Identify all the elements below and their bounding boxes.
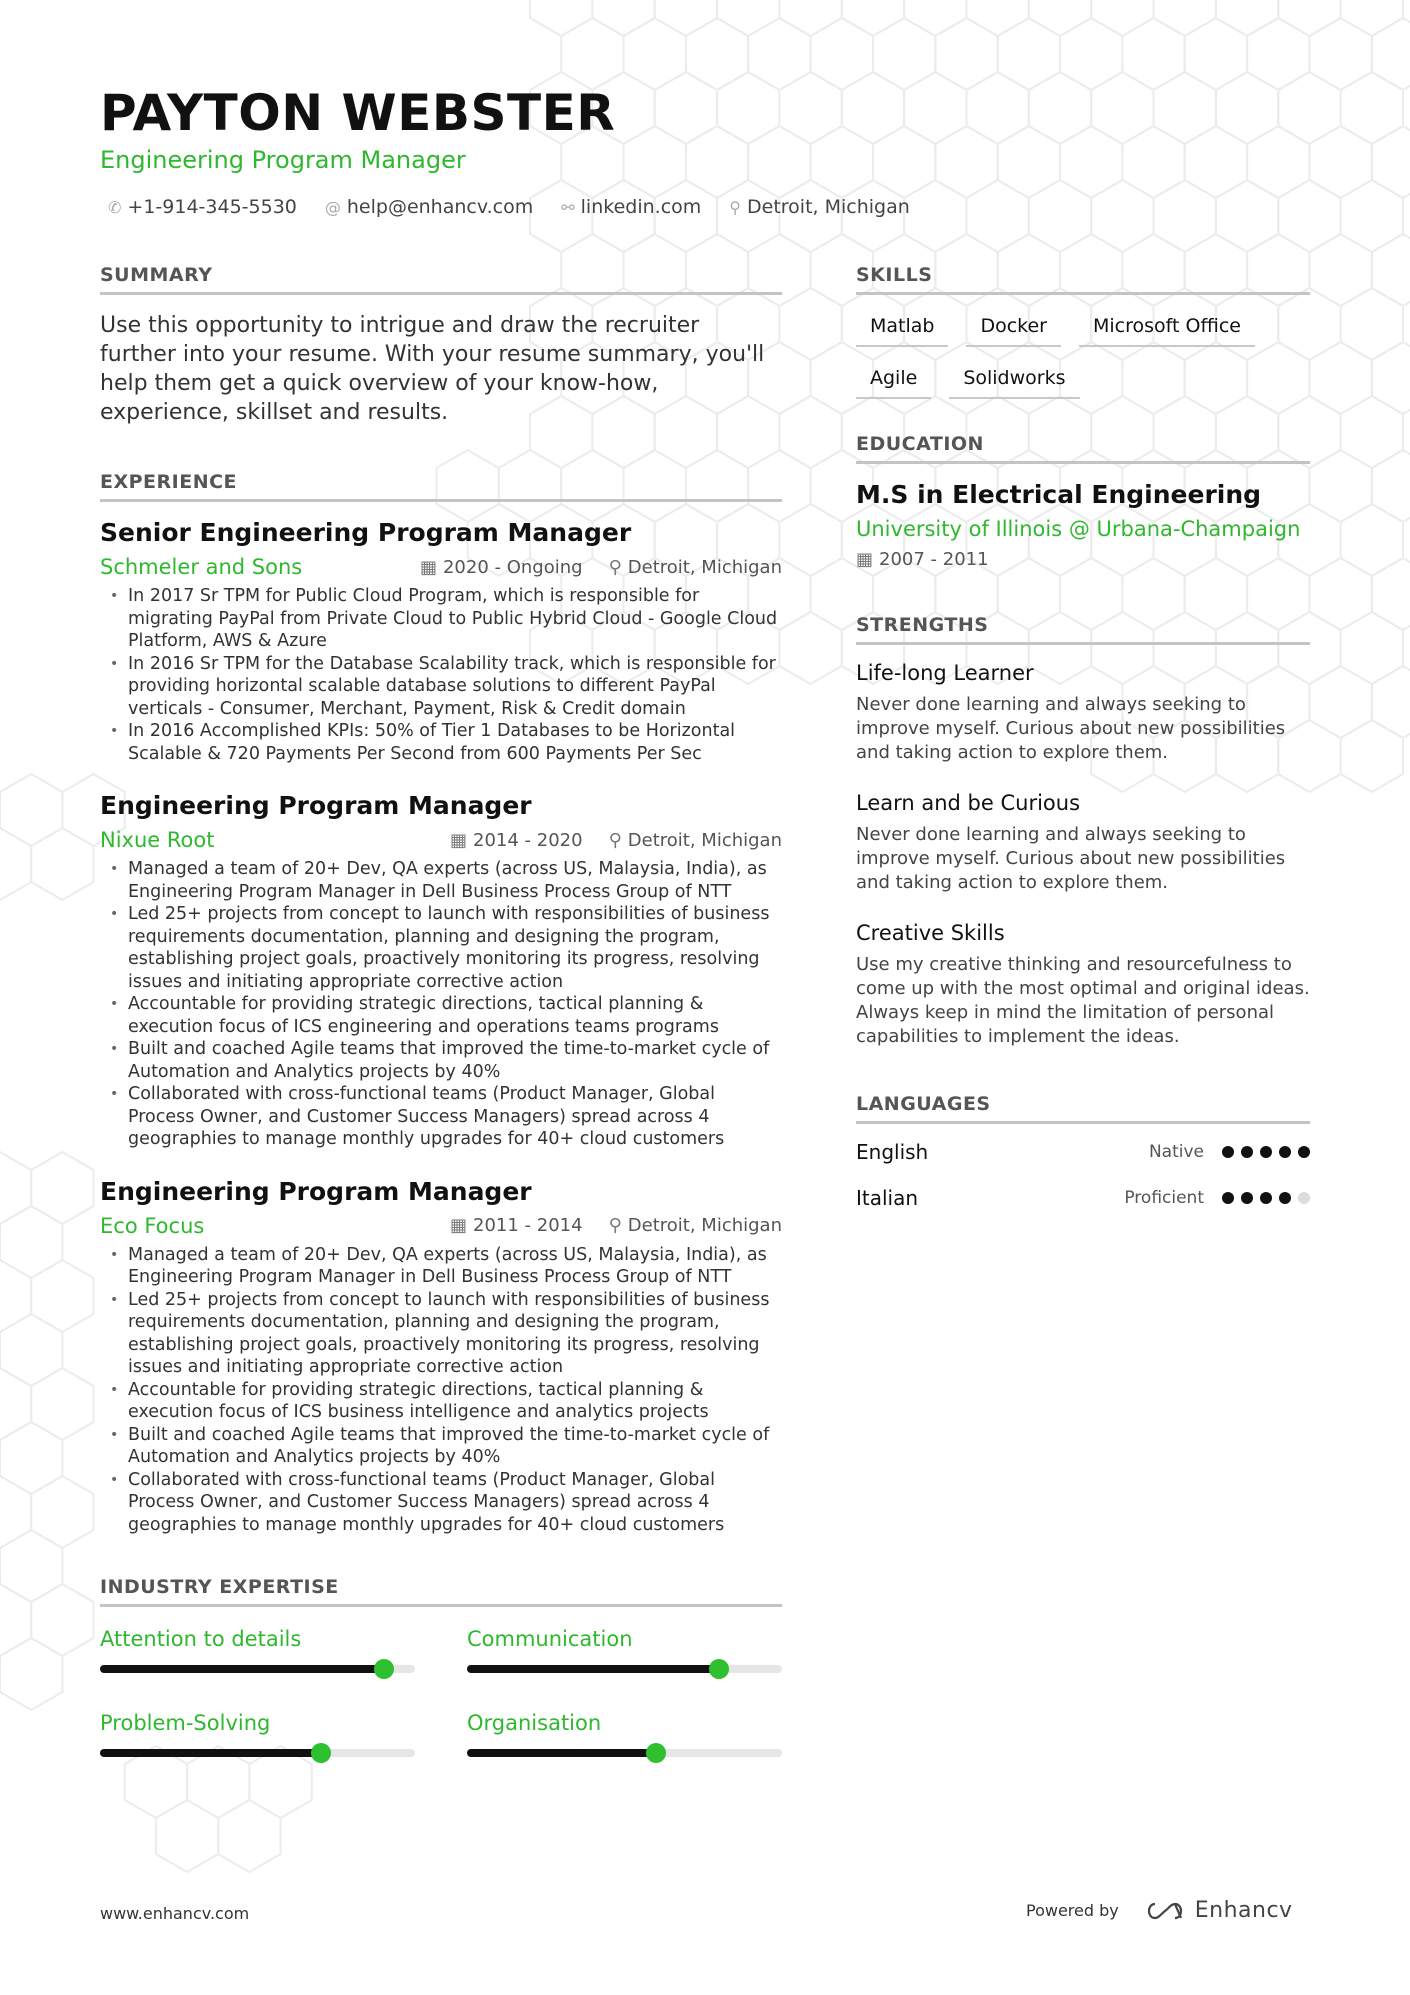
language-dot-filled — [1279, 1192, 1291, 1204]
language-dot-filled — [1241, 1192, 1253, 1204]
job-title: Senior Engineering Program Manager — [100, 518, 632, 547]
expertise-item — [100, 1711, 415, 1757]
link-icon: ⚯ — [561, 197, 575, 217]
location-icon: ⚲ — [729, 197, 741, 217]
job-dates: 2011 - 2014 — [473, 1215, 583, 1236]
at-icon: @ — [324, 197, 341, 217]
skills-heading: SKILLS — [856, 264, 1310, 295]
job-bullet: • In 2016 Accomplished KPIs: 50% of Tier 1 Databases to be Horizontal Scalable & 720 Payments Per Second from 600 Payments Per Sec — [100, 720, 782, 765]
language-dot-filled — [1241, 1146, 1253, 1158]
education-dates: 2007 - 2011 — [879, 549, 989, 570]
language-dot-filled — [1260, 1146, 1272, 1158]
expertise-bar — [467, 1749, 782, 1757]
expertise-item — [467, 1711, 782, 1757]
job-bullet: • In 2016 Sr TPM for the Database Scalability track, which is responsible for providing horizontal scalable database solutions to different PayPal verticals - Consumer, Merchant, Payment, Risk & Credit domain — [100, 653, 782, 721]
calendar-icon: ▦ — [856, 549, 874, 570]
job-bullet: • In 2017 Sr TPM for Public Cloud Program, which is responsible for migrating PayPal from Private Cloud to Public Hybrid Cloud - Google Cloud Platform, AWS & Azure — [100, 585, 782, 653]
language-dots — [1222, 1146, 1310, 1158]
job-location: Detroit, Michigan — [627, 1215, 782, 1236]
contact-email[interactable] — [325, 196, 533, 218]
enhancv-logo[interactable] — [1143, 1898, 1293, 1923]
right-column — [856, 264, 1310, 1232]
strengths-heading: STRENGTHS — [856, 614, 1310, 645]
job-bullet: • Led 25+ projects from concept to launch with responsibilities of business requirements documentation, planning and designing the program, establishing project goals, proactively monitoring its progress, resolving issues and initiating appropriate corrective action — [100, 903, 782, 993]
expertise-bar — [100, 1749, 415, 1757]
footer-website[interactable]: www.enhancv.com — [100, 1904, 250, 1923]
contact-linkedin-text: linkedin.com — [580, 196, 702, 218]
job-entry — [100, 518, 782, 765]
summary-text: Use this opportunity to intrigue and draw the recruiter further into your resume. With your resume summary, you'll help them get a quick overview of your know-how, experience, skillset and results. — [100, 313, 765, 425]
expertise-bar-knob — [646, 1743, 666, 1763]
contact-location-text: Detroit, Michigan — [747, 196, 910, 218]
job-bullet: • Accountable for providing strategic directions, tactical planning & execution focus of ICS business intelligence and analytics projects — [100, 1379, 782, 1424]
job-bullet: • Managed a team of 20+ Dev, QA experts (across US, Malaysia, India), as Engineering Program Manager in Dell Business Process Group of NTT — [100, 1244, 782, 1289]
enhancv-logo-icon — [1143, 1900, 1187, 1922]
language-level: Proficient — [1124, 1188, 1204, 1208]
job-entry — [100, 791, 782, 1151]
contact-phone-text: +1-914-345-5530 — [127, 196, 297, 218]
strength-text: Never done learning and always seeking to improve myself. Curious about new possibilities and taking action to explore them. — [856, 694, 1286, 763]
expertise-bar-fill — [467, 1749, 656, 1757]
candidate-title: Engineering Program Manager — [100, 146, 466, 174]
language-name: Italian — [856, 1186, 919, 1210]
job-entry — [100, 1177, 782, 1537]
skill-tag: Solidworks — [949, 363, 1079, 399]
job-dates: 2014 - 2020 — [473, 829, 583, 851]
expertise-bar-knob — [311, 1743, 331, 1763]
expertise-name: Problem-Solving — [100, 1711, 271, 1735]
job-dates: 2020 - Ongoing — [442, 556, 583, 578]
strength-item — [856, 791, 1310, 895]
language-dot-empty — [1298, 1192, 1310, 1204]
industry-expertise-heading: INDUSTRY EXPERTISE — [100, 1576, 782, 1607]
skills-list — [856, 311, 1310, 399]
expertise-name: Attention to details — [100, 1627, 302, 1651]
contact-location — [729, 196, 910, 218]
calendar-icon: ▦ — [419, 556, 437, 578]
expertise-item — [100, 1627, 415, 1673]
language-level: Native — [1148, 1142, 1204, 1162]
expertise-bar-fill — [467, 1665, 719, 1673]
experience-heading: EXPERIENCE — [100, 471, 782, 502]
job-location: Detroit, Michigan — [627, 829, 782, 851]
job-bullets — [100, 858, 782, 1151]
job-bullet: • Built and coached Agile teams that improved the time-to-market cycle of Automation and Analytics projects by 40% — [100, 1424, 782, 1469]
job-title: Engineering Program Manager — [100, 1176, 532, 1206]
language-dot-filled — [1298, 1146, 1310, 1158]
language-row — [856, 1140, 1310, 1164]
powered-by-label: Powered by — [1026, 1901, 1119, 1920]
strength-item — [856, 661, 1310, 765]
strength-title: Learn and be Curious — [856, 791, 1081, 815]
phone-icon: ✆ — [108, 197, 122, 217]
language-dot-filled — [1222, 1192, 1234, 1204]
expertise-name: Organisation — [467, 1711, 602, 1735]
job-bullet: • Managed a team of 20+ Dev, QA experts (across US, Malaysia, India), as Engineering Program Manager in Dell Business Process Group of NTT — [100, 858, 782, 903]
language-dots — [1222, 1192, 1310, 1204]
left-column — [100, 264, 782, 1757]
expertise-bar-fill — [100, 1665, 384, 1673]
expertise-bar-knob — [709, 1659, 729, 1679]
expertise-item — [467, 1627, 782, 1673]
contact-bar — [108, 196, 910, 218]
contact-linkedin[interactable] — [561, 196, 701, 218]
language-dot-filled — [1279, 1146, 1291, 1158]
company-name: Eco Focus — [100, 1213, 205, 1238]
location-icon: ⚲ — [608, 556, 622, 578]
expertise-grid — [100, 1627, 782, 1757]
expertise-name: Communication — [467, 1627, 633, 1651]
language-dot-filled — [1260, 1192, 1272, 1204]
job-bullets — [100, 585, 782, 765]
education-heading: EDUCATION — [856, 433, 1310, 464]
job-bullet: • Collaborated with cross-functional teams (Product Manager, Global Process Owner, and Customer Success Managers) spread across 4 geographies to manage monthly upgrades for 40+ cloud customers — [100, 1469, 782, 1537]
skill-tag: Matlab — [856, 311, 948, 347]
expertise-bar — [100, 1665, 415, 1673]
contact-phone[interactable] — [108, 196, 297, 218]
languages-heading: LANGUAGES — [856, 1093, 1310, 1124]
strength-item — [856, 921, 1310, 1049]
company-name: Nixue Root — [100, 828, 215, 852]
strength-title: Creative Skills — [856, 921, 1005, 945]
language-dot-filled — [1222, 1146, 1234, 1158]
skill-tag: Agile — [856, 363, 931, 399]
language-name: English — [856, 1140, 929, 1164]
strength-title: Life-long Learner — [856, 661, 1034, 685]
summary-heading: SUMMARY — [100, 264, 782, 295]
language-row — [856, 1186, 1310, 1210]
expertise-bar — [467, 1665, 782, 1673]
calendar-icon: ▦ — [450, 1215, 468, 1236]
education-degree: M.S in Electrical Engineering — [856, 480, 1262, 509]
strength-text: Never done learning and always seeking to improve myself. Curious about new possibilities and taking action to explore them. — [856, 824, 1286, 893]
skill-tag: Docker — [966, 311, 1061, 347]
education-school: University of Illinois @ Urbana-Champaign — [856, 517, 1301, 541]
calendar-icon: ▦ — [450, 829, 468, 851]
location-icon: ⚲ — [608, 829, 622, 851]
job-location: Detroit, Michigan — [627, 556, 782, 578]
expertise-bar-fill — [100, 1749, 321, 1757]
company-name: Schmeler and Sons — [100, 555, 303, 579]
candidate-name: PAYTON WEBSTER — [100, 84, 616, 142]
enhancv-logo-text: Enhancv — [1194, 1898, 1293, 1923]
contact-email-text: help@enhancv.com — [346, 196, 534, 218]
footer-branding — [1026, 1898, 1293, 1923]
location-icon: ⚲ — [608, 1215, 622, 1236]
expertise-bar-knob — [374, 1659, 394, 1679]
job-bullets — [100, 1244, 782, 1537]
job-bullet: • Collaborated with cross-functional teams (Product Manager, Global Process Owner, and Customer Success Managers) spread across 4 geographies to manage monthly upgrades for 40+ cloud customers — [100, 1083, 782, 1151]
job-bullet: • Built and coached Agile teams that improved the time-to-market cycle of Automation and Analytics projects by 40% — [100, 1038, 782, 1083]
job-bullet: • Accountable for providing strategic directions, tactical planning & execution focus of ICS engineering and operations teams programs — [100, 993, 782, 1038]
strength-text: Use my creative thinking and resourcefulness to come up with the most optimal and original ideas. Always keep in mind the limitation of personal capabilities to implement the ideas. — [856, 954, 1310, 1047]
education-dates-row — [856, 549, 1310, 570]
skill-tag: Microsoft Office — [1079, 311, 1255, 347]
job-bullet: • Led 25+ projects from concept to launch with responsibilities of business requirements documentation, planning and designing the program, establishing project goals, proactively monitoring its progress, resolving issues and initiating appropriate corrective action — [100, 1289, 782, 1379]
job-title: Engineering Program Manager — [100, 791, 532, 820]
